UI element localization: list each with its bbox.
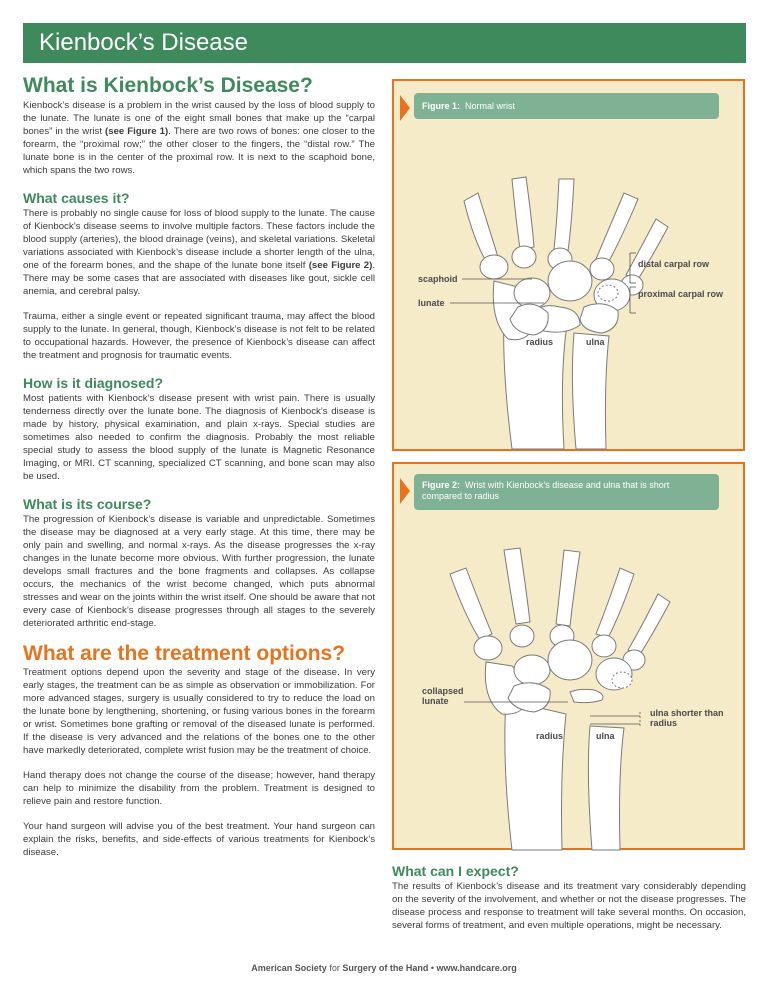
causes-text-b: . There may be some cases that are associated with diseases like gout, sickle cell anemia, and cerebral palsy. [23, 260, 375, 297]
what-text-b: . There are two rows of bones: one closer to the forearm, the “proximal row;” the other closer to the fingers, the “distal row.” The lunate bone is in the center of the proximal row. It is next to the scaphoid bone, which spans the two rows. [23, 126, 375, 176]
label-lunate: lunate [418, 298, 445, 308]
causes-paragraph-2: Trauma, either a single event or repeated significant trauma, may affect the blood supply to the lunate. In general, though, Kienbock’s disease is not felt to be related to occupational hazards. However, the presence of Kienbock’s disease can affect the treatment and prognosis for traumatic events. [23, 311, 375, 361]
label-proximal-carpal-row: proximal carpal row [638, 289, 724, 299]
figure1-reference: (see Figure 1) [105, 126, 169, 137]
footer-separator: • [428, 963, 437, 973]
treatment-paragraph-1: Treatment options depend upon the severity and stage of the disease. In very early stages, the treatment can be as simple as observation or immobilization. For more advanced stages, surgery is usually considered to try to reduce the load on the lunate bone by lengthening, shortening, or fusing various bones in the forearm or wrist. Sometimes bone grafting or removal of the diseased lunate is performed. If the disease is very advanced and the relations of the bones one to the other have markedly deteriorated, complete wrist fusion may be the treatment of choice. [23, 667, 375, 756]
footer-for: for [326, 963, 343, 973]
heading-diagnosed: How is it diagnosed? [23, 375, 164, 391]
heading-what-is: What is Kienbock’s Disease? [23, 74, 313, 97]
heading-causes: What causes it? [23, 190, 130, 206]
footer-org-1: American Society [251, 963, 327, 973]
causes-text-a: There is probably no single cause for loss of blood supply to the lunate. The cause of Kienbock’s disease seems to involve multiple factors. These factors include the blood supply (arteries), the blood drainage (veins), and skeletal variations. Skeletal variations associated with Kienbock’s disease include a shorter length of the ulna, one of the forearm bones, and the shape of the lunate bone itself [23, 208, 375, 271]
course-paragraph: The progression of Kienbock’s disease is variable and unpredictable. Sometimes the disease may be diagnosed at a very early stage. At this time, there may be only pain and swelling, and normal x-rays. As the disease progresses the x-ray changes in the lunate become more obvious. With further progression, the lunate develops small fractures and the bone fragments and collapses. As collapse occurs, the mechanics of the wrist become changed, which puts abnormal stresses and wear on the joints within the wrist itself. One should be aware that not every case of Kienbock’s disease progresses through all stages to the severely deteriorated arthritic end-stage. [23, 514, 375, 629]
title-banner [23, 23, 746, 63]
footer [0, 963, 768, 973]
label-scaphoid: scaphoid [418, 274, 458, 284]
figure-1-caption-text: Normal wrist [465, 101, 516, 111]
footer-url[interactable]: www.handcare.org [436, 963, 517, 973]
label-radius: radius [536, 731, 564, 741]
label-radius: radius [526, 337, 554, 347]
label-ulna-shorter: ulna shorter than radius [650, 708, 724, 728]
figure-1-label: Figure 1: [422, 101, 461, 111]
footer-org-2: Surgery of the Hand [342, 963, 429, 973]
expect-paragraph: The results of Kienbock’s disease and its treatment vary considerably depending on the severity of the involvement, and whether or not the disease progresses. The disease process and response to treatment will take several months. On occasion, several forms of treatment, and even multiple operations, might be necessary. [392, 881, 746, 931]
figure-2-kienbock-wrist [392, 462, 745, 850]
label-collapsed-lunate: collapsed lunate [422, 686, 464, 706]
kienbock-wrist-illustration [394, 464, 747, 852]
causes-paragraph-1 [23, 207, 375, 298]
what-can-i-expect-section [392, 862, 746, 932]
left-column [23, 73, 375, 859]
label-distal-carpal-row: distal carpal row [638, 259, 710, 269]
what-is-paragraph [23, 99, 375, 177]
treatment-paragraph-3: Your hand surgeon will advise you of the best treatment. Your hand surgeon can explain the risks, benefits, and side-effects of various treatments for Kienbock’s disease. [23, 821, 375, 858]
heading-treatment: What are the treatment options? [23, 642, 346, 665]
heading-course: What is its course? [23, 496, 152, 512]
figure-2-caption-text: Wrist with Kienbock’s disease and ulna that is short compared to radius [422, 480, 670, 501]
treatment-paragraph-2: Hand therapy does not change the course of the disease; however, hand therapy can help to minimize the disability from the problem. Treatment is designed to relieve pain and restore function. [23, 770, 375, 807]
figure2-reference: (see Figure 2) [308, 260, 373, 271]
figure-1-normal-wrist [392, 79, 745, 451]
label-ulna: ulna [586, 337, 605, 347]
label-ulna: ulna [596, 731, 615, 741]
heading-expect: What can I expect? [392, 863, 519, 879]
diagnosed-paragraph: Most patients with Kienbock’s disease present with wrist pain. There is usually tenderness directly over the lunate bone. The diagnosis of Kienbock’s disease is made by history, physical examination, and plain x-rays. Special studies are sometimes also needed to confirm the diagnosis. Probably the most reliable special study to assess the blood supply of the lunate is Magnetic Resonance Imaging, or MRI. CT scanning, specialized CT scanning, and bone scan may also be used. [23, 393, 375, 482]
page-title: Kienbock’s Disease [39, 29, 249, 56]
what-text-a: Kienbock’s disease is a problem in the wrist caused by the loss of blood supply to the lunate. The lunate is one of the eight small bones that make up the “carpal bones” in the wrist [23, 100, 375, 137]
figure-2-label: Figure 2: [422, 480, 461, 490]
